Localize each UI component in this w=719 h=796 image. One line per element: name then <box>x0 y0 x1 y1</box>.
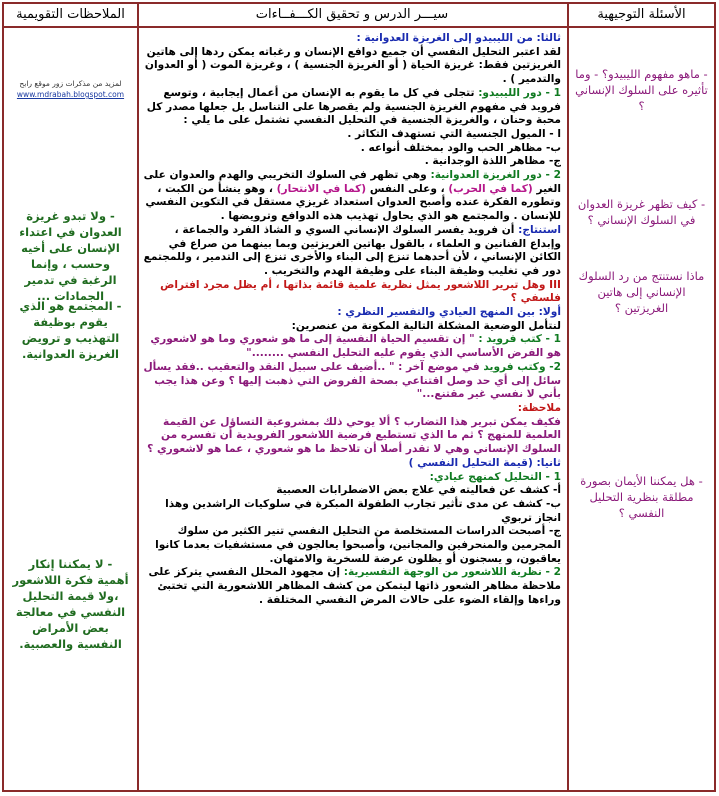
section-title: III وهل تبرير اللاشعور يمثل نظرية علمية قائمة بذاتها ، أم يظل مجرد افتراض فلسفي ؟ <box>160 278 561 305</box>
lesson-header: سيـــر الدرس و تحقيق الكـــفــاءات <box>137 4 567 28</box>
highlight: (كما في الانتحار) <box>276 182 367 195</box>
questions-header: الأسئلة التوجيهية <box>569 4 714 28</box>
subheading: استنتاج: <box>518 223 561 236</box>
paragraph: لقد اعتبر التحليل النفسي أن جميع دوافع الإنسان و رغباته يمكن ردها إلى هاتين الغريزتين فقط: غريزة الحياة ( أو الغريزة الجنسية ) ، وغريزة الموت ( أو العدوان والتدمير ) . <box>144 45 561 86</box>
quote: في موضع آخر : " ..أضيف على سبيل النقد والتعقيب ..فقد يسأل سائل إلى أي حد وصل اقتناعي بصحة الفروض التي ذهبت إليها ؟ وعن هذا يجب بأني لا نفسي غير مقتنع..." <box>143 360 561 401</box>
subheading: 2- وكتب فرويد <box>483 360 561 373</box>
paragraph: لنتأمل الوضعية المشكلة التالية المكونة من عنصرين: <box>291 319 561 332</box>
subheading: ملاحظة: <box>517 401 561 414</box>
note-item: - لا يمكننا إنكار أهمية فكرة اللاشعور ،ولا قيمة التحليل النفسي في معالجة بعض الأمراض النفسية والعصبية. <box>12 557 129 651</box>
subheading: 1 - التحليل كمنهج عيادي: <box>429 470 561 483</box>
paragraph: ، وهو ينشأ من الكبت ، وتطوره الفكرة عنده وأصبح العدوان استعداد غريزي مستقل في التكوين النفسي للإنسان . والمجتمع هو الذي يحاول تهذيب هذه الدوافع وترويضها . <box>145 182 561 223</box>
note-item: - ولا تبدو غريزة العدوان في اعتداء الإنسان على أخيه وحسب ، وإنما الرغبة في تدمير الجمادات ... <box>19 209 122 303</box>
list-item: أ- كشف عن فعاليته في علاج بعض الاضطرابات العصبية <box>276 484 561 497</box>
note-item: - المجتمع هو الذي يقوم بوظيفة التهذيب و ترويض الغريزة العدوانية. <box>19 299 122 361</box>
question-item: ماذا نستنتج من رد السلوك الإنساني إلى هاتين الغريزتين ؟ <box>578 269 705 315</box>
list-item: ج- أصبحت الدراسات المستخلصة من التحليل النفسي تنير الكثير من سلوك المجرمين والمنحرفين والمجانين، وأصبحوا يعالجون في مستشفيات بعدما كانوا يعاقبون، و يسجنون أو يظلون عرضة للسخرية والامتهان. <box>155 525 561 565</box>
lesson-table <box>2 2 716 792</box>
question-item: - هل يمكننا الأيمان بصورة مطلقة بنظرية التحليل النفسي ؟ <box>580 474 703 520</box>
list-item: ب- مظاهر الحب والود بمختلف أنواعه . <box>360 141 561 154</box>
quote: " إن تقسيم الحياة النفسية إلى ما هو شعوري وما هو لاشعوري هو الفرض الأساسي الذي يقوم عليه التحليل النفسي ........" <box>150 333 561 360</box>
question-item: - ماهو مفهوم الليبيدو؟ - وما تأثيره على السلوك الإنساني ؟ <box>575 67 708 113</box>
notes-column <box>4 4 137 790</box>
lesson-column <box>137 4 567 790</box>
question-item: - كيف تظهر غريزة العدوان في السلوك الإنساني ؟ <box>577 197 706 227</box>
paragraph: فكيف يمكن تبرير هذا التضارب ؟ ألا يوحي ذلك بمشروعية التساؤل عن القيمة العلمية للمنهج ؟ ثم ما الذي تستطيع فرضية اللاشعور الفرويدية أن تفسره من السلوك الإنساني وهي لا تقدر أصلا أن تلاحظ ما هو شعوري ، عما هو لاشعوري ؟ <box>147 415 561 456</box>
questions-column <box>569 4 714 790</box>
section-title: ثانيا: (قيمة التحليل النفسي ) <box>408 456 561 469</box>
site-credit-text: لمزيد من مذكرات زور موقع رابح <box>19 79 122 88</box>
site-credit <box>14 78 127 100</box>
subheading: 2 - دور الغريزة العدوانية: <box>430 169 561 182</box>
paragraph: تتجلى في كل ما يقوم به الإنسان من أعمال إيجابية ، وتوسع فرويد في مفهوم الغريزة الجنسية ولم يقصرها على التناسل بل جعلها مصدر كل محبة وحنان ، والغريزة الجنسية في التحليل النفسي تشتمل على ما يلي : <box>146 86 561 127</box>
list-item: ب- كشف عن مدى تأثير تجارب الطفولة المبكرة في سلوكيات الراشدين وهذا انجاز تربوي <box>165 497 561 524</box>
paragraph: إن مجهود المحلل النفسي يتركز على ملاحظة مظاهر الشعور ذاتها ليتمكن من كشف المظاهر اللاشعورية التي تختبئ وراءها وإلقاء الضوء على حالات المرض النفسي المختلفة . <box>148 566 561 606</box>
section-title: ثالثا: من الليبيدو إلى الغريزة العدوانية : <box>356 32 561 44</box>
list-item: ا - الميول الجنسية التي تستهدف التكاثر . <box>347 127 561 140</box>
list-item: ج- مظاهر اللذة الوجدانية . <box>424 155 561 168</box>
paragraph: ، وعلى النفس <box>369 182 445 195</box>
section-title: أولا: بين المنهج العيادي والتفسير النظري : <box>337 306 561 319</box>
paragraph: أن فرويد يفسر السلوك الإنساني السوي و الشاذ الفرد والجماعة ، وإبداع الفنانين و العلماء ، بالقول بهاتين الغريزتين وبما بينهما من صراع في الكائن الإنساني ، لأن أحدهما تنزع إلى البناء والأخرى تنزع إلى التدمير ، وللمجتمع دور في تغليب وظيفة البناء على وظيفة الهدم والتخريب . <box>143 223 561 277</box>
subheading: 1 - دور الليبيدو: <box>478 86 561 99</box>
site-url-link[interactable]: www.mdrabah.blogspot.com <box>16 90 125 99</box>
subheading: 2 - نظرية اللاشعور من الوجهة التفسيرية: <box>343 566 561 579</box>
paragraph: وهي تظهر في السلوك التخريبي والهدم والعدوان على الغير <box>143 169 561 195</box>
notes-header: الملاحظات التقويمية <box>4 4 137 28</box>
highlight: (كما في الحرب) <box>448 182 533 195</box>
subheading: 1 - كتب فرويد : <box>478 333 561 346</box>
